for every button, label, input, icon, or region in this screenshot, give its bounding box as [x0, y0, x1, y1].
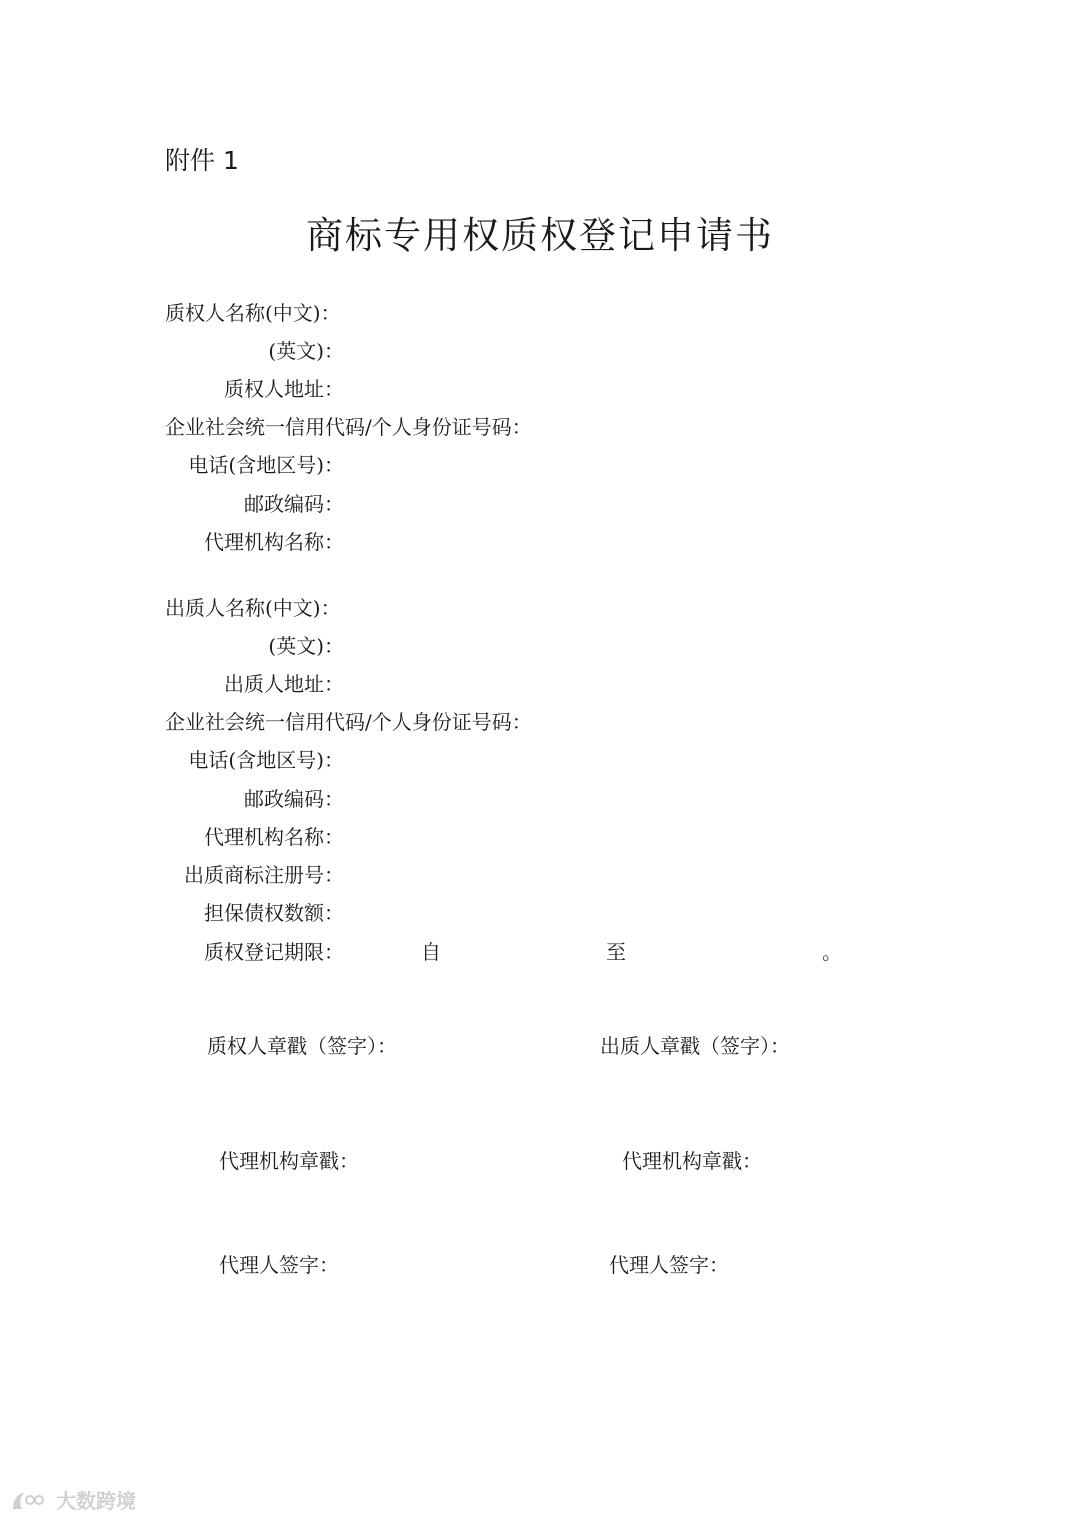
pledgor-seal-label: 出质人章戳（签字）：: [600, 1034, 790, 1058]
page-title: 商标专用权质权登记申请书: [306, 214, 774, 257]
pledgor-credit-code-label: 企业社会统一信用代码/个人身份证号码：: [165, 710, 532, 734]
pledgee-agent-sign-label: 代理人签字：: [219, 1253, 339, 1277]
pledgee-phone-label: 电话(含地区号)：: [188, 453, 344, 477]
pledgor-address-label: 出质人地址：: [224, 672, 344, 696]
pledge-period-label: 质权登记期限：: [204, 940, 344, 964]
pledge-period-end-mark: 。: [822, 940, 842, 964]
pledgee-name-cn-label: 质权人名称(中文)：: [165, 301, 341, 325]
pledgor-agent-sign-label: 代理人签字：: [609, 1253, 729, 1277]
pledgee-seal-label: 质权人章戳（签字）：: [207, 1034, 397, 1058]
pledged-trademark-reg-number-label: 出质商标注册号：: [184, 863, 344, 887]
pledgee-agency-seal-label: 代理机构章戳：: [219, 1149, 359, 1173]
pledgee-agency-label: 代理机构名称：: [204, 530, 344, 554]
pledgor-name-cn-label: 出质人名称(中文)：: [165, 596, 341, 620]
pledgor-agency-seal-label: 代理机构章戳：: [622, 1149, 762, 1173]
attachment-label: 附件 1: [165, 146, 239, 175]
pledge-period-to: 至: [606, 940, 626, 964]
pledgee-postcode-label: 邮政编码：: [244, 492, 344, 516]
pledgee-address-label: 质权人地址：: [224, 377, 344, 401]
brand-logo-icon: [10, 1489, 50, 1513]
pledgee-name-en-label: (英文)：: [268, 339, 344, 363]
pledgor-name-en-label: (英文)：: [268, 634, 344, 658]
pledgor-postcode-label: 邮政编码：: [244, 787, 344, 811]
pledge-period-from: 自: [421, 940, 441, 964]
watermark: [10, 1489, 136, 1513]
secured-debt-amount-label: 担保债权数额：: [204, 901, 344, 925]
pledgor-agency-label: 代理机构名称：: [204, 825, 344, 849]
pledgor-phone-label: 电话(含地区号)：: [188, 748, 344, 772]
watermark-text: 大数跨境: [56, 1489, 136, 1513]
pledgee-credit-code-label: 企业社会统一信用代码/个人身份证号码：: [165, 415, 532, 439]
